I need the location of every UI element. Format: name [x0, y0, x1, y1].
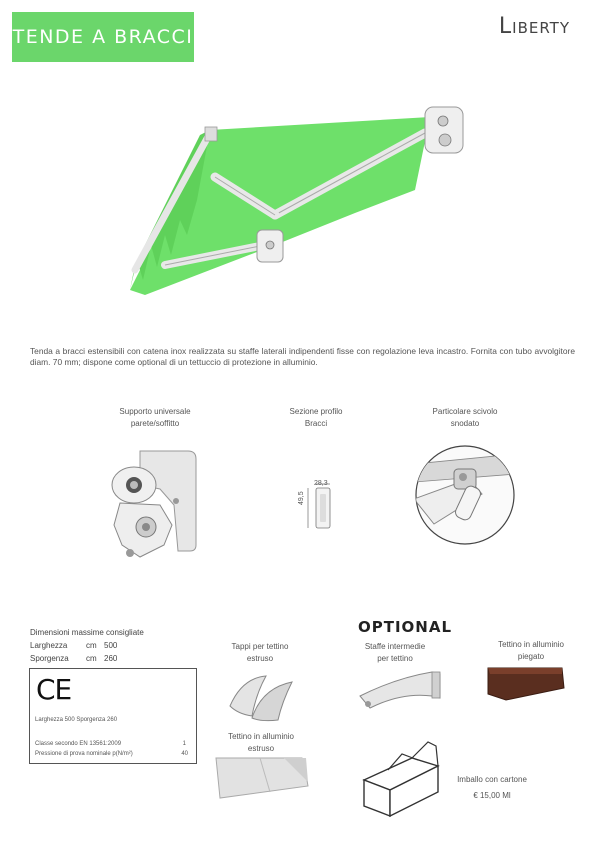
ce-class-value: 1	[182, 741, 186, 747]
ce-mark: CE	[36, 673, 72, 706]
depth-label: Sporgenza	[30, 654, 69, 663]
product-description: Tenda a bracci estensibili con catena inox realizzata su staffe laterali indipendenti fisse con regolazione leva incastro. Fornita con tubo avvolgitore diam. 70 mm; dispone come optional di un tettuccio di protezione in alluminio.	[30, 346, 575, 367]
ce-size-line: Larghezza 500 Sporgenza 260	[35, 717, 118, 723]
caps-caption: Tappi per tettino estruso	[231, 642, 289, 663]
awning-illustration	[125, 95, 485, 305]
width-unit: cm	[86, 641, 97, 650]
profile-width-label: 28,3	[314, 480, 328, 487]
optional-heading: OPTIONAL	[358, 618, 453, 636]
depth-value: 260	[104, 654, 118, 663]
ce-label-box	[29, 668, 197, 764]
packaging-price: € 15,00 Ml	[473, 791, 511, 800]
profile-section-image	[296, 478, 346, 538]
extruded-roof-caption: Tettino in alluminio estruso	[228, 732, 294, 753]
profile-caption: Sezione profilo Bracci	[289, 407, 343, 428]
depth-unit: cm	[86, 654, 97, 663]
ce-class-label: Classe secondo EN 13561:2009	[35, 741, 122, 747]
joint-detail-image	[414, 444, 516, 546]
bent-roof-image	[484, 664, 568, 706]
extruded-roof-image	[214, 752, 310, 802]
brackets-image	[356, 666, 446, 716]
support-caption: Supporto universale parete/soffitto	[119, 407, 191, 428]
caps-image	[226, 672, 298, 722]
ce-pressure-label: Pressione di prova nominale p(N/m²)	[35, 751, 133, 757]
brand-name: Liberty	[498, 14, 570, 39]
page-title-banner: TENDE A BRACCI	[12, 12, 194, 62]
dimensions-block	[30, 626, 144, 665]
width-label: Larghezza	[30, 641, 68, 650]
dimensions-depth-row	[30, 652, 144, 665]
support-bracket-image	[100, 445, 210, 570]
bent-roof-caption: Tettino in alluminio piegato	[498, 640, 564, 661]
ce-pressure-value: 40	[181, 751, 188, 757]
dimensions-width-row	[30, 639, 144, 652]
dimensions-heading: Dimensioni massime consigliate	[30, 628, 144, 637]
brackets-caption: Staffe intermedie per tettino	[364, 642, 426, 663]
profile-height-label: 49,5	[298, 491, 305, 505]
packaging-caption: Imballo con cartone	[457, 775, 527, 784]
packaging-image	[358, 738, 444, 820]
width-value: 500	[104, 641, 118, 650]
joint-caption: Particolare scivolo snodato	[432, 407, 498, 428]
